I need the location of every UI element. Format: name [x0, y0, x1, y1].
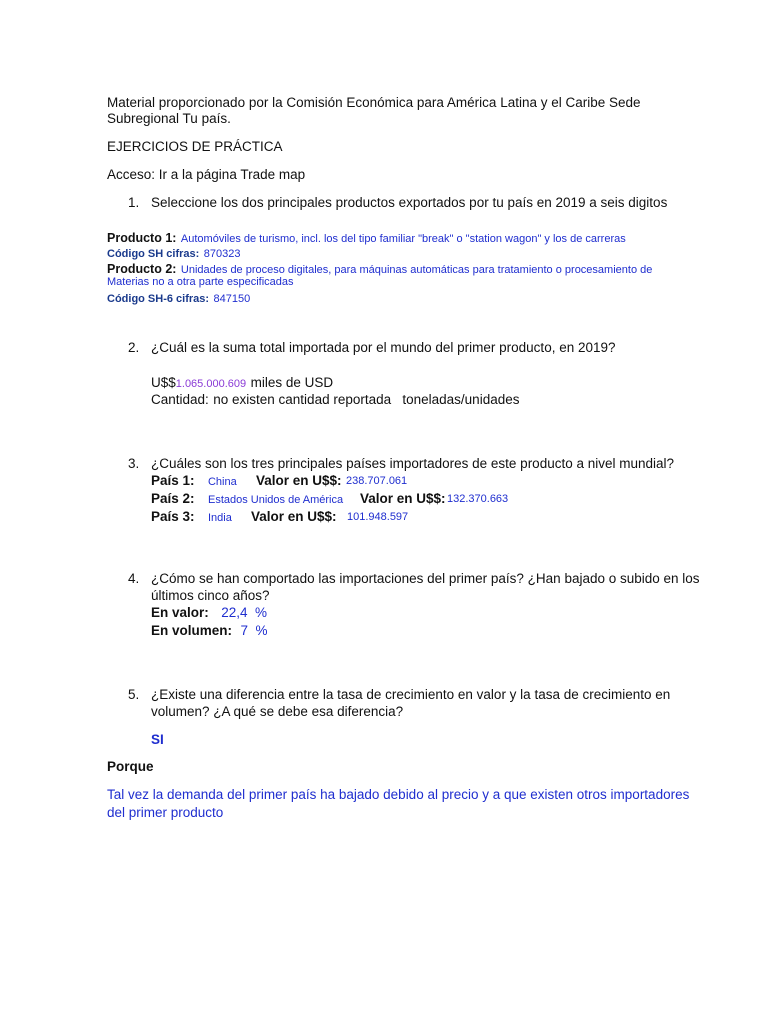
- porque-answer-line-1: Tal vez la demanda del primer país ha bajado debido al precio y a que existen otros importadores: [107, 787, 690, 802]
- country-3-value-label: Valor en U$$:: [251, 509, 337, 524]
- country-2-label: País 2:: [151, 491, 195, 506]
- country-3-label: País 3:: [151, 509, 195, 524]
- country-1-value: 238.707.061: [346, 475, 408, 487]
- product-2-value-line-2: Materias no a otra parte especificadas: [107, 276, 294, 288]
- product-2-code-value: 847150: [213, 293, 251, 305]
- question-2-number: 2.: [128, 340, 140, 355]
- question-1-text: Seleccione los dos principales productos exportados por tu país en 2019 a seis digitos: [151, 195, 668, 210]
- product-2-value-line-1: Unidades de proceso digitales, para máquinas automáticas para tratamiento o procesamiento de: [180, 264, 653, 276]
- country-1-name: China: [207, 476, 237, 488]
- product-1-label: Producto 1:: [107, 231, 177, 245]
- country-2-value-label: Valor en U$$:: [360, 491, 446, 506]
- q2-quantity-text: no existen cantidad reportada toneladas/unidades: [213, 392, 520, 407]
- intro-line-2: Subregional Tu país.: [107, 111, 231, 126]
- q4-value-label: En valor:: [151, 605, 209, 620]
- product-1-value: Automóviles de turismo, incl. los del tipo familiar "break" o "station wagon" y los de carreras: [180, 233, 626, 245]
- country-2-value: 132.370.663: [447, 493, 509, 505]
- question-3-text: ¿Cuáles son los tres principales países importadores de este producto a nivel mundial?: [151, 456, 675, 471]
- q4-value-answer: 22,4 %: [221, 605, 267, 620]
- country-2-name: Estados Unidos de América: [207, 494, 344, 506]
- q4-volume-answer: 7 %: [240, 623, 268, 638]
- q2-amount-prefix: U$$: [151, 375, 176, 390]
- country-3-row: [151, 508, 232, 526]
- country-1-value-label: Valor en U$$:: [256, 473, 342, 488]
- question-2-text: ¿Cuál es la suma total importada por el mundo del primer producto, en 2019?: [151, 340, 616, 355]
- question-5-number: 5.: [128, 687, 140, 702]
- access-line: Acceso: Ir a la página Trade map: [107, 167, 306, 182]
- q2-amount-suffix: miles de USD: [250, 375, 334, 390]
- question-3-number: 3.: [128, 456, 140, 471]
- product-1-code-value: 870323: [203, 248, 241, 260]
- q4-volume-line: [151, 622, 267, 640]
- country-1-row: [151, 472, 237, 490]
- q5-answer: SI: [151, 732, 164, 747]
- product-2-label: Producto 2:: [107, 262, 177, 276]
- question-1-number: 1.: [128, 195, 140, 210]
- product-1-code-label: Código SH cifras:: [107, 248, 200, 260]
- question-5-text-line-1: ¿Existe una diferencia entre la tasa de crecimiento en valor y la tasa de crecimiento en: [151, 687, 671, 702]
- product-2-code-label: Código SH-6 cifras:: [107, 293, 210, 305]
- q4-value-line: [151, 604, 267, 622]
- question-4-text-line-2: últimos cinco años?: [151, 588, 270, 603]
- q2-quantity-label: Cantidad:: [151, 392, 209, 407]
- porque-label: Porque: [107, 759, 154, 774]
- product-2-code-line: [107, 289, 250, 307]
- country-3-name: India: [207, 512, 232, 524]
- q4-volume-label: En volumen:: [151, 623, 233, 638]
- porque-answer-line-2: del primer producto: [107, 805, 224, 820]
- q2-amount-line: [151, 374, 333, 392]
- section-title: EJERCICIOS DE PRÁCTICA: [107, 139, 283, 154]
- country-1-label: País 1:: [151, 473, 195, 488]
- q2-quantity-line: [151, 391, 519, 409]
- question-5-text-line-2: volumen? ¿A qué se debe esa diferencia?: [151, 704, 404, 719]
- q2-amount-value: 1.065.000.609: [175, 378, 247, 390]
- intro-line-1: Material proporcionado por la Comisión Económica para América Latina y el Caribe Sede: [107, 95, 641, 110]
- question-4-text-line-1: ¿Cómo se han comportado las importaciones del primer país? ¿Han bajado o subido en los: [151, 571, 700, 586]
- question-4-number: 4.: [128, 571, 140, 586]
- country-2-row: [151, 490, 343, 508]
- country-3-value: 101.948.597: [347, 511, 409, 523]
